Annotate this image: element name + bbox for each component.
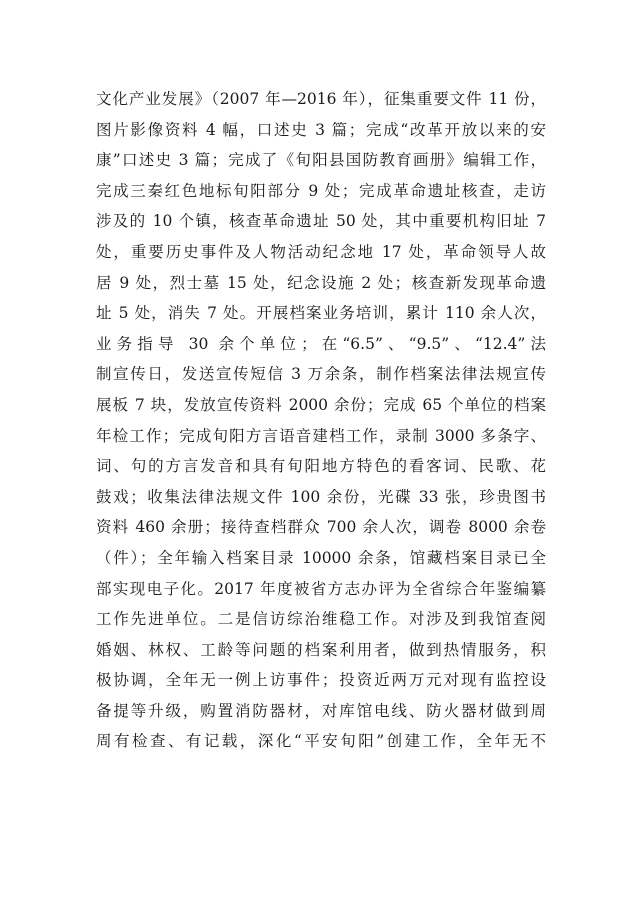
text-line: 图片影像资料 4 幅，口述史 3 篇；完成“改革开放以来的安 (96, 120, 546, 139)
text-line: 康”口述史 3 篇；完成了《旬阳县国防教育画册》编辑工作， (96, 151, 546, 170)
text-line: 极协调，全年无一例上访事件；投资近两万元对现有监控设 (96, 671, 546, 690)
text-line: 居 9 处，烈士墓 15 处，纪念设施 2 处；核查新发现革命遗 (96, 273, 546, 292)
text-line: 址 5 处，消失 7 处。开展档案业务培训，累计 110 余人次， (96, 304, 546, 323)
text-line: 展板 7 块，发放宣传资料 2000 余份；完成 65 个单位的档案 (96, 395, 546, 414)
text-line: 婚姻、林权、工龄等问题的档案利用者，做到热情服务，积 (96, 640, 546, 659)
text-line: 处，重要历史事件及人物活动纪念地 17 处，革命领导人故 (96, 242, 546, 261)
text-line: 年检工作；完成旬阳方言语音建档工作，录制 3000 多条字、 (96, 426, 546, 445)
text-line: 资料 460 余册；接待查档群众 700 余人次，调卷 8000 余卷 (96, 518, 546, 537)
text-line: 备提等升级，购置消防器材，对库馆电线、防火器材做到周 (96, 701, 546, 720)
text-line: 鼓戏；收集法律法规文件 100 余份，光碟 33 张，珍贵图书 (96, 487, 546, 506)
text-line: 完成三秦红色地标旬阳部分 9 处；完成革命遗址核查，走访 (96, 181, 546, 200)
text-line: 周有检查、有记载，深化“平安旬阳”创建工作，全年无不 (96, 732, 546, 751)
text-line: 业务指导 30 余个单位；在“6.5”、“9.5”、“12.4”法 (96, 334, 546, 353)
text-line: 制宣传日，发送宣传短信 3 万余条，制作档案法律法规宣传 (96, 365, 546, 384)
text-line: 工作先进单位。二是信访综治维稳工作。对涉及到我馆查阅 (96, 610, 546, 629)
text-line: 涉及的 10 个镇，核查革命遗址 50 处，其中重要机构旧址 7 (96, 212, 546, 231)
text-line: （件）；全年输入档案目录 10000 余条，馆藏档案目录已全 (96, 548, 546, 567)
text-line: 词、句的方言发音和具有旬阳地方特色的看客词、民歌、花 (96, 457, 546, 476)
body-paragraph (96, 84, 546, 757)
text-line: 部实现电子化。2017 年度被省方志办评为全省综合年鉴编纂 (96, 579, 546, 598)
text-line: 文化产业发展》（2007 年—2016 年），征集重要文件 11 份， (96, 90, 546, 108)
